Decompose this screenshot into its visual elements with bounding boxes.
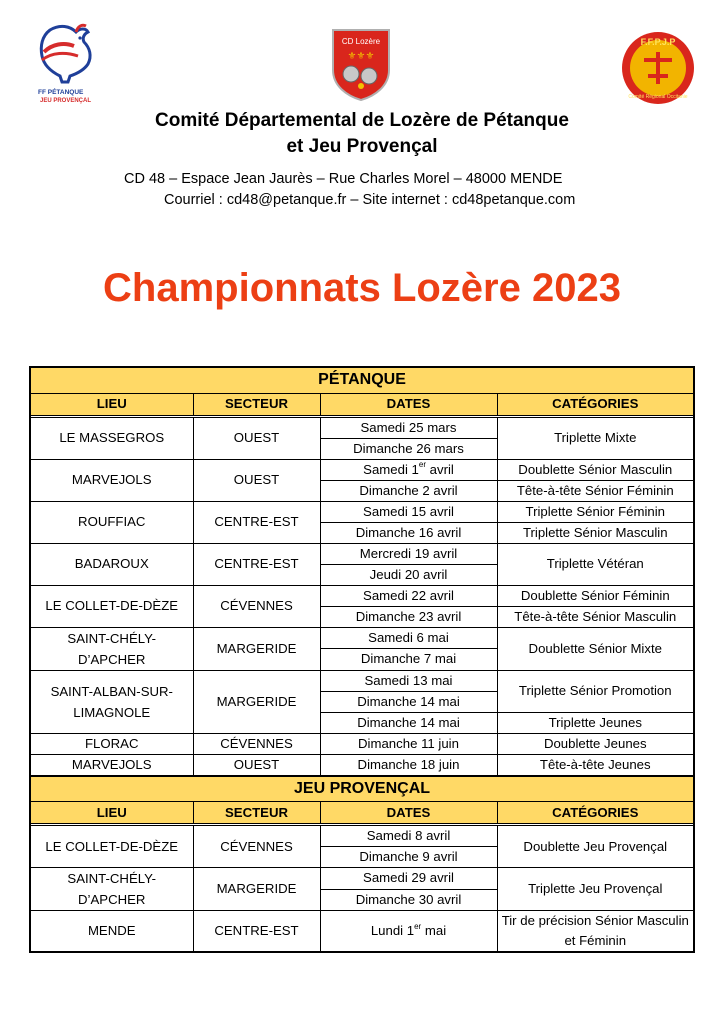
- sector-cell: CENTRE-EST: [193, 501, 320, 543]
- sector-cell: CENTRE-EST: [193, 543, 320, 585]
- ffpjp-logo-text: FF PÉTANQUE: [38, 89, 84, 96]
- section-header: PÉTANQUE: [30, 367, 694, 393]
- category-cell: Doublette Sénior Féminin: [497, 585, 694, 606]
- category-cell: Doublette Jeu Provençal: [497, 826, 694, 868]
- table-row: [30, 670, 694, 691]
- column-header: DATES: [320, 393, 497, 415]
- date-cell: Samedi 6 mai: [320, 627, 497, 649]
- sector-cell: CÉVENNES: [193, 733, 320, 754]
- cd-lozere-shield-logo: [329, 26, 393, 102]
- venue-cell: ROUFFIAC: [30, 501, 193, 543]
- committee-address: CD 48 – Espace Jean Jaurès – Rue Charles Morel – 48000 MENDE: [124, 171, 563, 187]
- venue-cell: LE MASSEGROS: [30, 417, 193, 459]
- column-header: LIEU: [30, 802, 193, 824]
- table-row: [30, 733, 694, 754]
- date-cell: Dimanche 14 mai: [320, 712, 497, 733]
- championship-table: [29, 366, 695, 953]
- column-header: DATES: [320, 802, 497, 824]
- venue-cell: FLORAC: [30, 733, 193, 754]
- date-cell: Samedi 22 avril: [320, 585, 497, 606]
- date-cell: Mercredi 19 avril: [320, 543, 497, 564]
- ffpjp-logo-subtext: JEU PROVENÇAL: [40, 98, 92, 104]
- venue-cell: MARVEJOLS: [30, 754, 193, 776]
- date-cell: Dimanche 18 juin: [320, 754, 497, 776]
- column-header: SECTEUR: [193, 802, 320, 824]
- date-cell: Lundi 1er mai: [320, 911, 497, 953]
- date-cell: Dimanche 26 mars: [320, 438, 497, 459]
- table-row: [30, 868, 694, 890]
- ffpjp-rooster-logo: [30, 22, 102, 108]
- date-cell: Dimanche 11 juin: [320, 733, 497, 754]
- date-cell: Dimanche 16 avril: [320, 522, 497, 543]
- sector-cell: MARGERIDE: [193, 627, 320, 670]
- column-header: SECTEUR: [193, 393, 320, 415]
- category-cell: Triplette Sénior Promotion: [497, 670, 694, 712]
- date-cell: Dimanche 30 avril: [320, 889, 497, 911]
- date-cell: Samedi 13 mai: [320, 670, 497, 691]
- category-cell: Tête-à-tête Sénior Féminin: [497, 480, 694, 501]
- category-cell: Triplette Jeu Provençal: [497, 868, 694, 911]
- category-cell: Triplette Vétéran: [497, 543, 694, 585]
- category-cell: Triplette Jeunes: [497, 712, 694, 733]
- sector-cell: MARGERIDE: [193, 670, 320, 733]
- committee-title-line2: et Jeu Provençal: [286, 136, 438, 157]
- date-cell: Dimanche 2 avril: [320, 480, 497, 501]
- column-header: CATÉGORIES: [497, 802, 694, 824]
- venue-cell: SAINT-CHÉLY-D’APCHER: [30, 627, 193, 670]
- sector-cell: CÉVENNES: [193, 585, 320, 627]
- sector-cell: OUEST: [193, 754, 320, 776]
- svg-text:⚜⚜⚜: ⚜⚜⚜: [347, 51, 375, 62]
- date-cell: Dimanche 9 avril: [320, 847, 497, 868]
- date-cell: Samedi 8 avril: [320, 826, 497, 847]
- sector-cell: OUEST: [193, 459, 320, 501]
- venue-cell: LE COLLET-DE-DÈZE: [30, 585, 193, 627]
- venue-cell: LE COLLET-DE-DÈZE: [30, 826, 193, 868]
- sector-cell: CENTRE-EST: [193, 911, 320, 953]
- section-header: JEU PROVENÇAL: [30, 776, 694, 802]
- ffpjp-right-logo-text: F.F.P.J.P: [640, 37, 676, 47]
- category-cell: Triplette Sénior Masculin: [497, 522, 694, 543]
- cd-logo-text: CD Lozère: [341, 37, 381, 46]
- category-cell: Triplette Sénior Féminin: [497, 501, 694, 522]
- category-cell: Tir de précision Sénior Masculin et Féminin: [497, 911, 694, 953]
- category-cell: Doublette Jeunes: [497, 733, 694, 754]
- table-row: [30, 754, 694, 776]
- committee-contact: Courriel : cd48@petanque.fr – Site internet : cd48petanque.com: [164, 192, 576, 208]
- column-header: LIEU: [30, 393, 193, 415]
- date-cell: Samedi 29 avril: [320, 868, 497, 890]
- page-title: Championnats Lozère 2023: [103, 266, 621, 310]
- ffpjp-right-logo-subtext: Comité Régional Occitanie: [628, 94, 688, 100]
- table-row: [30, 585, 694, 606]
- table-row: [30, 501, 694, 522]
- venue-cell: BADAROUX: [30, 543, 193, 585]
- venue-cell: MARVEJOLS: [30, 459, 193, 501]
- table-row: [30, 627, 694, 649]
- table-row: [30, 826, 694, 847]
- venue-cell: SAINT-ALBAN-SUR-LIMAGNOLE: [30, 670, 193, 733]
- table-row: [30, 459, 694, 480]
- date-cell: Dimanche 23 avril: [320, 606, 497, 627]
- date-cell: Dimanche 7 mai: [320, 649, 497, 671]
- table-row: [30, 911, 694, 953]
- column-header: CATÉGORIES: [497, 393, 694, 415]
- sector-cell: OUEST: [193, 417, 320, 459]
- venue-cell: MENDE: [30, 911, 193, 953]
- category-cell: Tête-à-tête Sénior Masculin: [497, 606, 694, 627]
- date-cell: Jeudi 20 avril: [320, 564, 497, 585]
- category-cell: Triplette Mixte: [497, 417, 694, 459]
- category-cell: Tête-à-tête Jeunes: [497, 754, 694, 776]
- committee-title-line1: Comité Départemental de Lozère de Pétanque: [155, 110, 569, 131]
- date-cell: Samedi 15 avril: [320, 501, 497, 522]
- sector-cell: MARGERIDE: [193, 868, 320, 911]
- table-row: [30, 543, 694, 564]
- ffpjp-occitanie-logo: [620, 30, 696, 106]
- table-row: [30, 417, 694, 438]
- category-cell: Doublette Sénior Masculin: [497, 459, 694, 480]
- venue-cell: SAINT-CHÉLY-D’APCHER: [30, 868, 193, 911]
- date-cell: Samedi 1er avril: [320, 459, 497, 480]
- date-cell: Samedi 25 mars: [320, 417, 497, 438]
- category-cell: Doublette Sénior Mixte: [497, 627, 694, 670]
- date-cell: Dimanche 14 mai: [320, 691, 497, 712]
- sector-cell: CÉVENNES: [193, 826, 320, 868]
